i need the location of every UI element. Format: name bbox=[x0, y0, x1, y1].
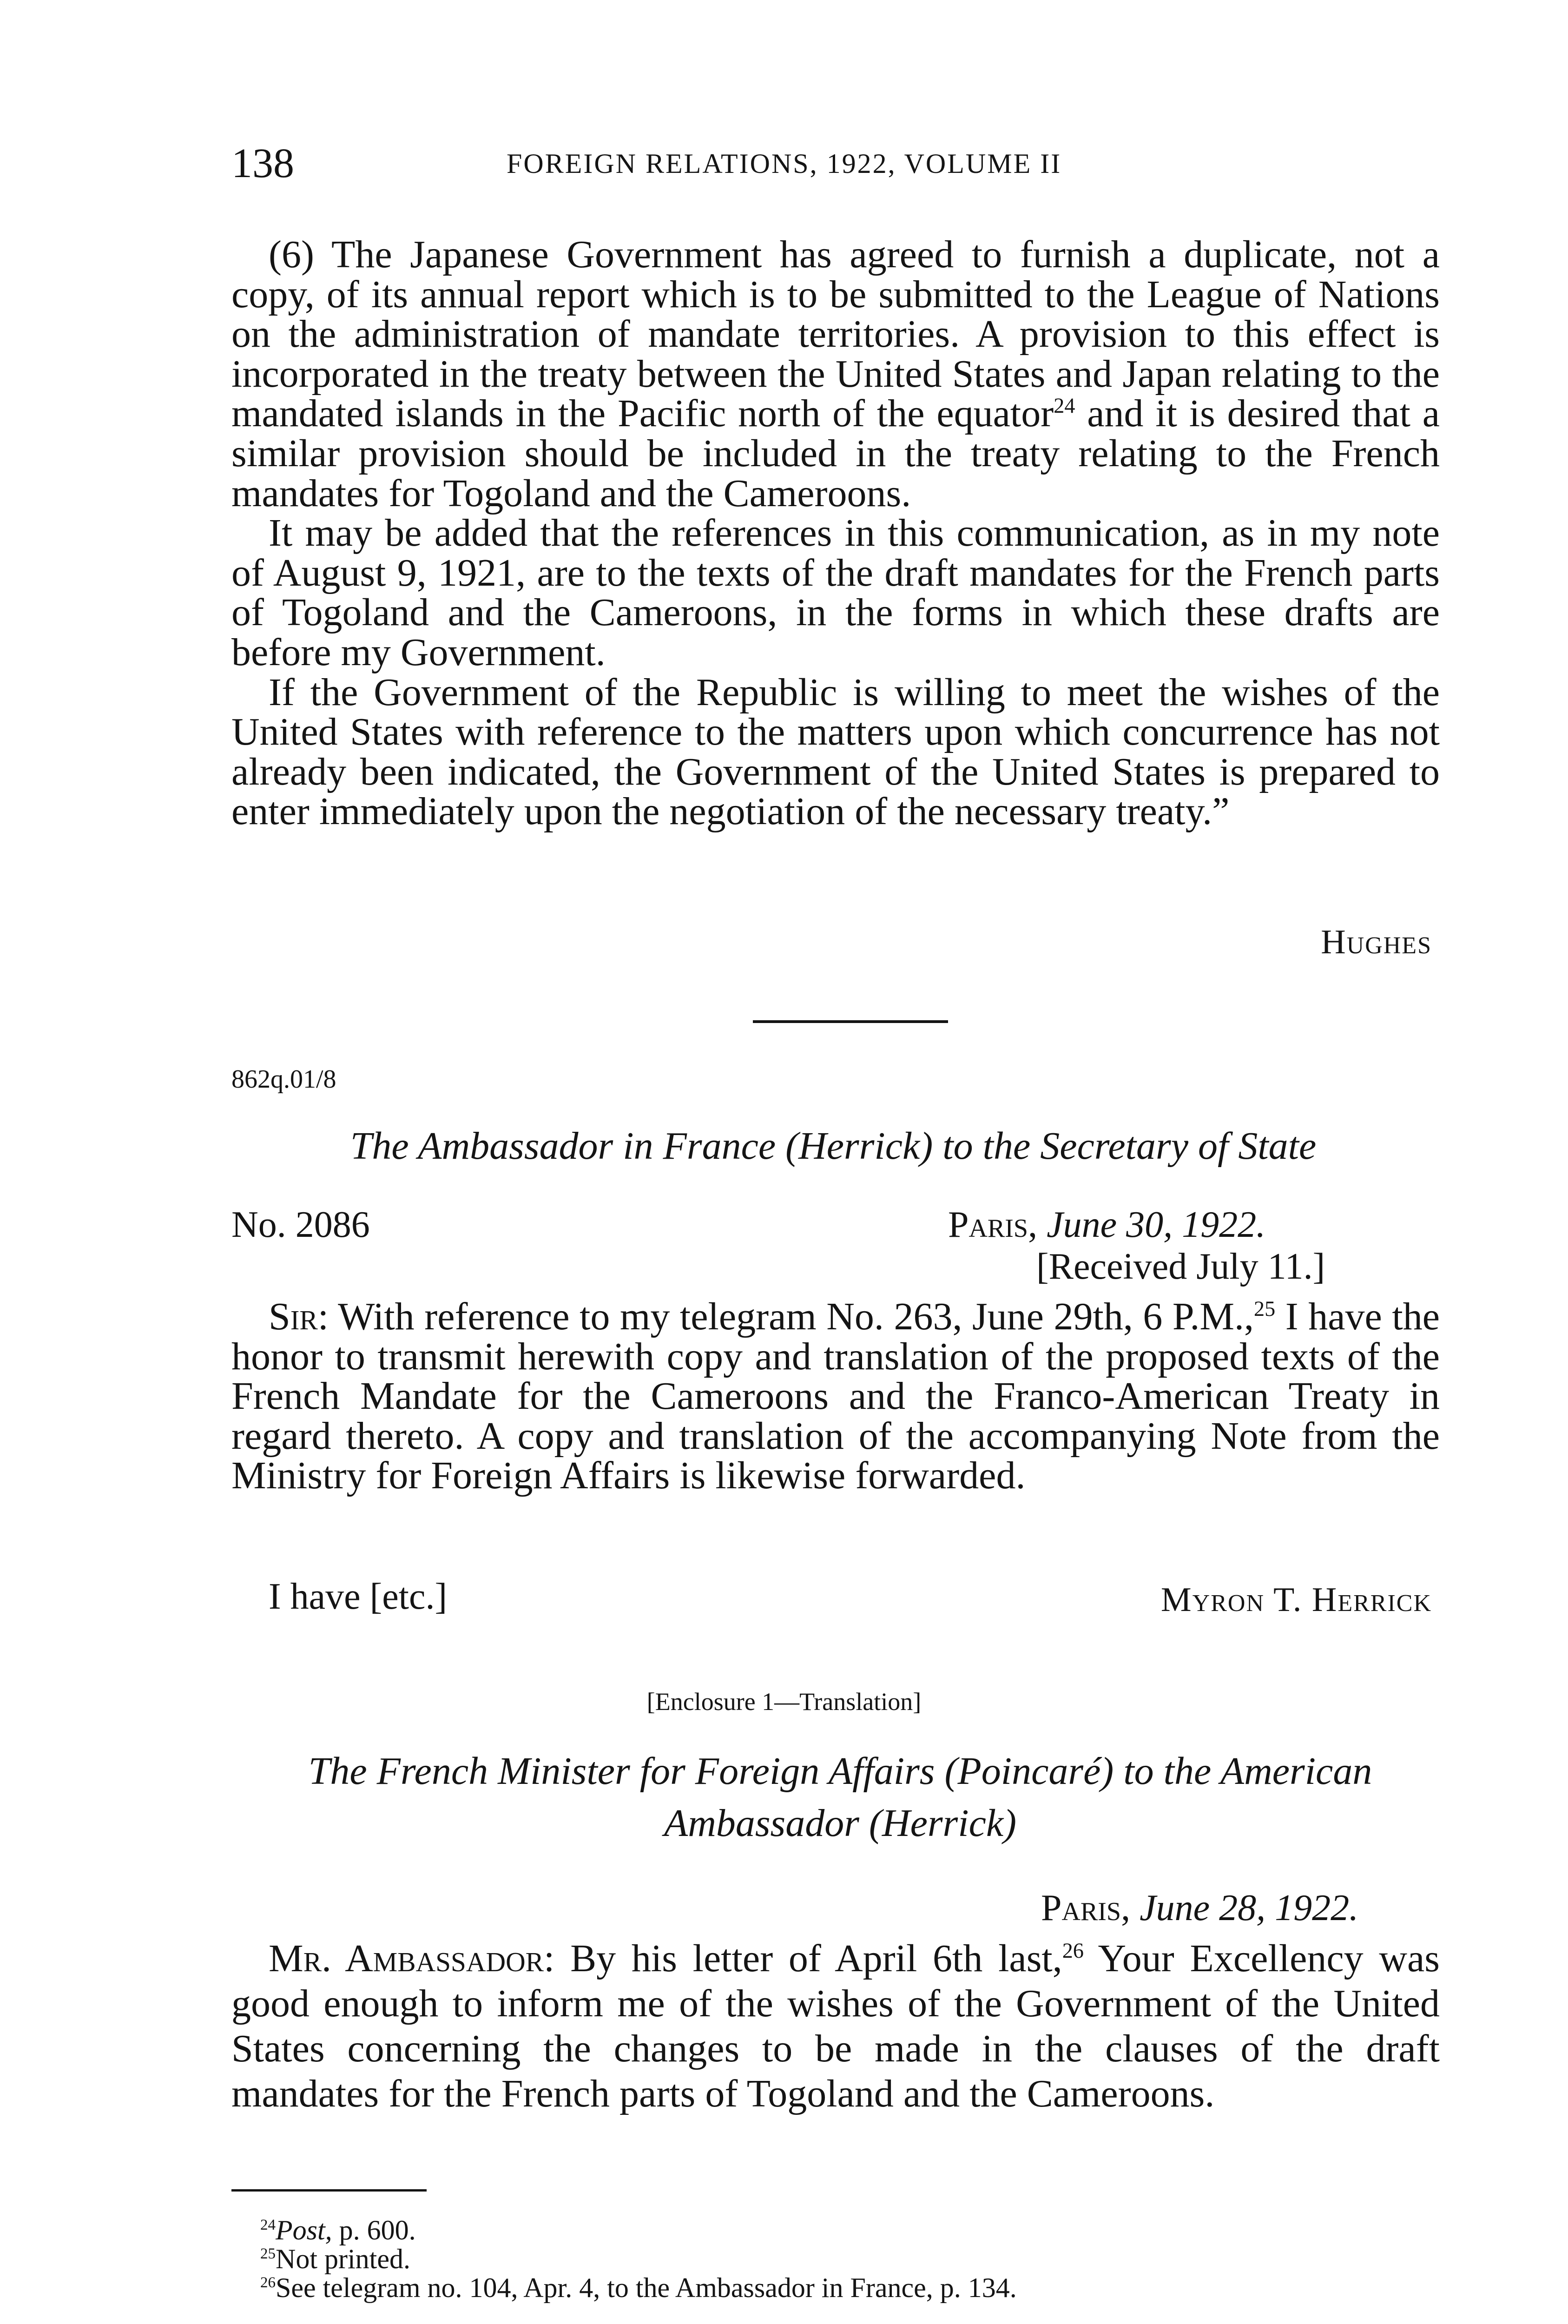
file-reference: 862q.01/8 bbox=[231, 1065, 336, 1094]
signature-hughes: Hughes bbox=[1321, 923, 1432, 961]
document-heading: The Ambassador in France (Herrick) to the Secretary of State bbox=[350, 1124, 1317, 1168]
running-title: FOREIGN RELATIONS, 1922, VOLUME II bbox=[507, 148, 1062, 179]
despatch-body bbox=[231, 1297, 1440, 1496]
continued-letter-text bbox=[231, 235, 1440, 832]
despatch-text-a: With reference to my telegram No. 263, June 29th, 6 P.M., bbox=[329, 1295, 1254, 1338]
paragraph-references: It may be added that the references in this communication, as in my note of August 9, 1921, are to the texts of the draft mandates for the French parts of Togoland and the Cameroons, in the forms in which these drafts are before my Government. bbox=[231, 511, 1440, 674]
signature-herrick: Myron T. Herrick bbox=[1160, 1581, 1432, 1619]
footnote-25 bbox=[260, 2246, 410, 2272]
footnote-italic: Post, bbox=[276, 2215, 332, 2245]
footnote-divider bbox=[231, 2189, 427, 2192]
despatch-number: No. 2086 bbox=[231, 1204, 370, 1245]
enclosure-text-a: By his letter of April 6th last, bbox=[554, 1937, 1062, 1980]
enclosure-place-date bbox=[1041, 1887, 1358, 1929]
footnote-number: 26 bbox=[260, 2274, 276, 2291]
footnote-number: 25 bbox=[260, 2245, 276, 2262]
enclosure-label: [Enclosure 1—Translation] bbox=[646, 1688, 922, 1716]
despatch-text-b: I have the honor to transmit herewith copy and translation of the proposed texts of the French Mandate for the Cameroons and the Franco-American Treaty in regard thereto. A copy and translation of the accompanying Note from the Ministry for Foreign Affairs is likewise forwarded. bbox=[231, 1295, 1440, 1498]
page-number: 138 bbox=[231, 140, 294, 186]
enclosure-heading-line2: Ambassador (Herrick) bbox=[664, 1802, 1017, 1845]
enclosure-body bbox=[231, 1936, 1440, 2116]
despatch-place-date bbox=[948, 1204, 1265, 1246]
footnote-text: See telegram no. 104, Apr. 4, to the Ambassador in France, p. 134. bbox=[276, 2272, 1017, 2303]
received-note: [Received July 11.] bbox=[1036, 1246, 1325, 1287]
salutation-sir: Sir: bbox=[269, 1295, 329, 1338]
paragraph-6-text-b: and it is desired that a similar provision should be included in the treaty relating to the French mandates for Togoland and the Cameroons. bbox=[231, 392, 1440, 515]
footnote-ref-25: 25 bbox=[1254, 1297, 1276, 1320]
enclosure-place: Paris, bbox=[1041, 1888, 1131, 1928]
despatch-paragraph bbox=[231, 1297, 1440, 1496]
footnote-24 bbox=[260, 2217, 416, 2243]
despatch-date: June 30, 1922. bbox=[1047, 1204, 1266, 1245]
footnote-ref-26: 26 bbox=[1062, 1939, 1084, 1962]
salutation-mr-ambassador: Mr. Ambassador: bbox=[269, 1937, 555, 1980]
enclosure-paragraph bbox=[231, 1936, 1440, 2116]
closing-formula: I have [etc.] bbox=[269, 1576, 448, 1617]
despatch-place: Paris, bbox=[948, 1204, 1038, 1245]
enclosure-text-b: Your Excellency was good enough to inform me of the wishes of the Government of the United States concerning the changes to be made in the clauses of the draft mandates for the French parts of Togoland and the Cameroons. bbox=[231, 1937, 1440, 2115]
footnote-26 bbox=[260, 2272, 1017, 2303]
footnote-ref-24: 24 bbox=[1054, 394, 1075, 418]
paragraph-closing: If the Government of the Republic is willing to meet the wishes of the United States with reference to the matters upon which concurrence has not already been indicated, the Government of the United States is prepared to enter immediately upon the negotiation of the necessary treaty.” bbox=[231, 670, 1440, 833]
footnote-text: Not printed. bbox=[276, 2244, 410, 2274]
paragraph-6-text-a: (6) The Japanese Government has agreed to furnish a duplicate, not a copy, of its annual report which is to be submitted to the League of Nations on the administration of mandate territories. A provision to this effect is incorporated in the treaty between the United States and Japan relating to the mandated islands in the Pacific north of the equator bbox=[231, 233, 1440, 436]
enclosure-date: June 28, 1922. bbox=[1140, 1888, 1359, 1928]
enclosure-heading-line1: The French Minister for Foreign Affairs (Poincaré) to the American bbox=[308, 1750, 1372, 1793]
footnote-number: 24 bbox=[260, 2217, 276, 2233]
section-divider bbox=[753, 1020, 948, 1023]
paragraph-6 bbox=[231, 235, 1440, 513]
footnote-text: p. 600. bbox=[332, 2215, 416, 2245]
